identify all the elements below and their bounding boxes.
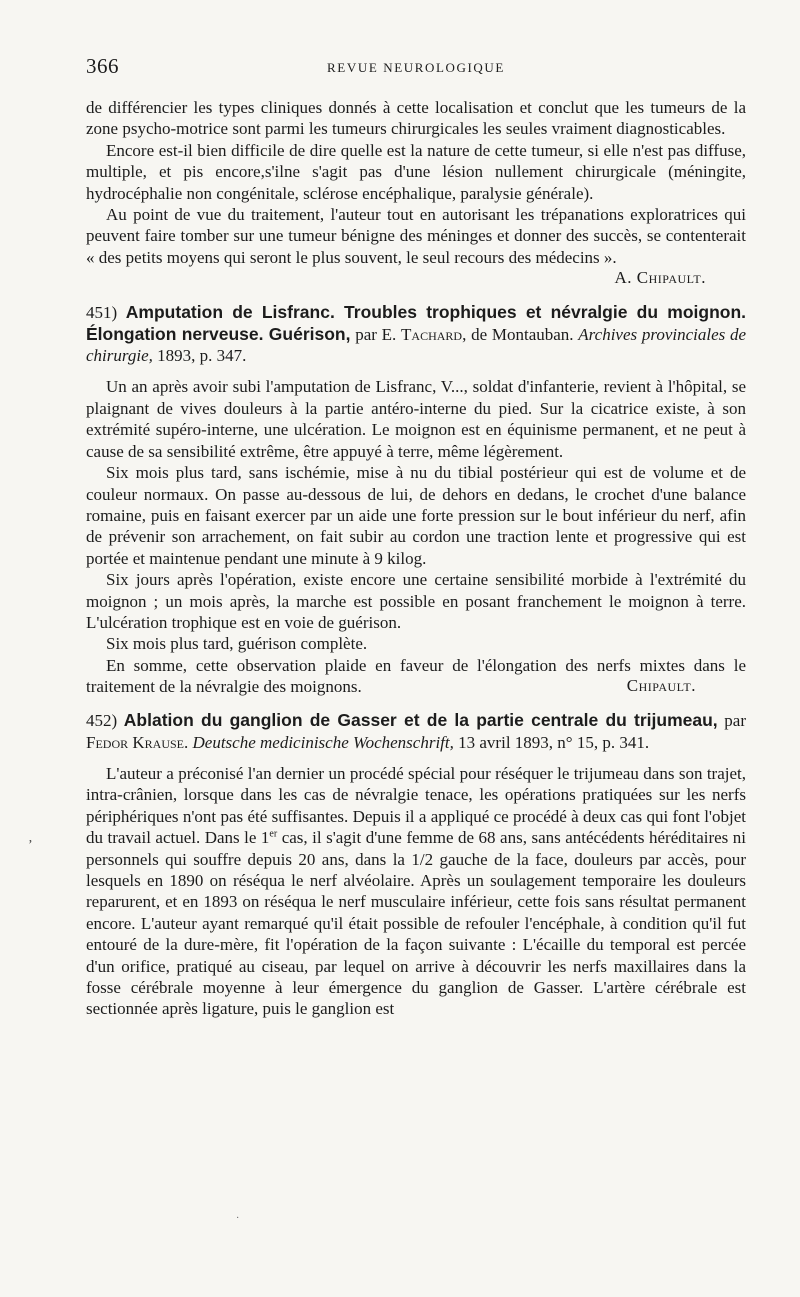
page-header [86, 54, 746, 84]
entry-source-prefix: de Montauban. [471, 324, 574, 344]
margin-mark: ʼ [28, 838, 33, 853]
entry-number: 452) [86, 711, 118, 731]
paragraph: Un an après avoir subi l'amputation de Lisfranc, V..., soldat d'infanterie, revient à l'hôpital, se plaignant de vives douleurs à la partie antéro-interne du pied. Sur la cicatrice existe, à son extrémité supéro-interne, une ulcération. Le moignon est en équinisme permanent, et ne peut à cause de sa sensibilité extrême, être appuyé à terre, même légèrement. [86, 377, 746, 461]
paragraph: Six mois plus tard, guérison complète. [106, 634, 368, 654]
reviewer-signature: A. Chipault. [614, 268, 706, 288]
entry-452 [86, 710, 746, 1020]
entry-title: Amputation de Lisfranc. Troubles trophiques et névralgie du moignon. Élongation nerveuse. Guérison, [86, 302, 747, 344]
signature-line [86, 268, 746, 288]
entry-heading [86, 710, 746, 753]
entry-title: Ablation du ganglion de Gasser et de la partie centrale du trijumeau, [123, 710, 718, 731]
entry-source: 1893, p. 347. [157, 346, 247, 366]
entry-journal: Deutsche medicinische Wochenschrift, [192, 732, 454, 752]
page-number: 366 [86, 54, 119, 78]
entry-source: 13 avril 1893, n° 15, p. 341. [458, 732, 650, 752]
entry-451 [86, 302, 746, 696]
page-body [86, 97, 746, 1020]
paragraph: Au point de vue du traitement, l'auteur tout en autorisant les trépanations exploratrices qui peuvent faire tomber sur une tumeur bénigne des méninges et donner des succès, se contenterait « des petits moyens qui seront le plus souvent, le seul recours des médecins ». [86, 205, 746, 267]
paragraph: Six jours après l'opération, existe encore une certaine sensibilité morbide à l'extrémité du moignon ; un mois après, la marche est possible en posant franchement le moignon à terre. L'ulcération trophique est en voie de guérison. [86, 570, 746, 632]
paragraph: Encore est-il bien difficile de dire quelle est la nature de cette tumeur, si elle n'est pas diffuse, multiple, et pis encore,s'ilne s'agit pas d'une lésion nullement chirurgicale (méningite, hydrocéphalie non congénitale, sclérose encéphalique, paralysie générale). [86, 140, 746, 203]
entry-heading [86, 302, 746, 366]
paragraph: L'auteur a préconisé l'an dernier un procédé spécial pour réséquer le trijumeau dans son trajet, intra-crânien, lorsque dans les cas de névralgie tenace, les opérations pratiquées sur les nerfs périphériques n'ont pas été suffisantes. Depuis il a appliqué ce procédé à deux cas qui font l'objet du travail actuel. Dans le 1er cas, il s'agit d'une femme de 68 ans, sans antécédents héréditaires ni personnels qui souffre depuis 20 ans, dans la 1/2 gauche de la face, douleurs par accès, pour lesquels en 1890 on réséqua le nerf alvéolaire. Après un soulagement temporaire les douleurs reparurent, et en 1893 on réséqua le nerf musculaire inférieur, cette fois sans résultat permanent encore. L'auteur ayant remarqué qu'il était possible de refouler l'encéphale, à condition qu'il fut entouré de la dure-mère, fit l'opération de la façon suivante : L'écaille du temporal est percée d'un orifice, pratiqué au ciseau, par lequel on arrive à découvrir les nerfs maxillaires dans la fosse cérébrale moyenne à leur émergence du ganglion de Gasser. L'artère cérébrale est sectionnée après ligature, puis le ganglion est [86, 763, 746, 1019]
reviewer-signature: Chipault. [626, 676, 696, 696]
entry-author: Fedor Krause. [86, 732, 189, 752]
entry-number: 451) [86, 303, 118, 323]
entry-journal: Archives provinciales de chirurgie, [86, 324, 747, 366]
paragraph: de différencier les types cliniques donnés à cette localisation et conclut que les tumeurs de la zone psycho-motrice sont parmi les tumeurs chirurgicales les seules vraiment diagnosticables. [86, 98, 746, 139]
print-speck: · [236, 1213, 240, 1224]
running-head: REVUE NEUROLOGIQUE [327, 60, 505, 75]
entry-by: par [724, 711, 747, 731]
previous-review [86, 97, 746, 288]
entry-by: par E. [355, 324, 397, 344]
entry-author: Tachard, [401, 324, 467, 344]
paragraph: Six mois plus tard, sans ischémie, mise à nu du tibial postérieur qui est de volume et de couleur normaux. On passe au-dessous de lui, de dehors en dedans, le crochet d'une balance romaine, puis en faisant exercer par un aide une forte pression sur le bout inférieur du nerf, afin de prévenir son arrachement, on fait subir au cordon une traction lente et progressive qui est portée et maintenue pendant une minute à 9 kilog. [86, 463, 746, 568]
paragraph: En somme, cette observation plaide en faveur de l'élongation des nerfs mixtes dans le traitement de la névralgie des moignons. [86, 655, 746, 697]
